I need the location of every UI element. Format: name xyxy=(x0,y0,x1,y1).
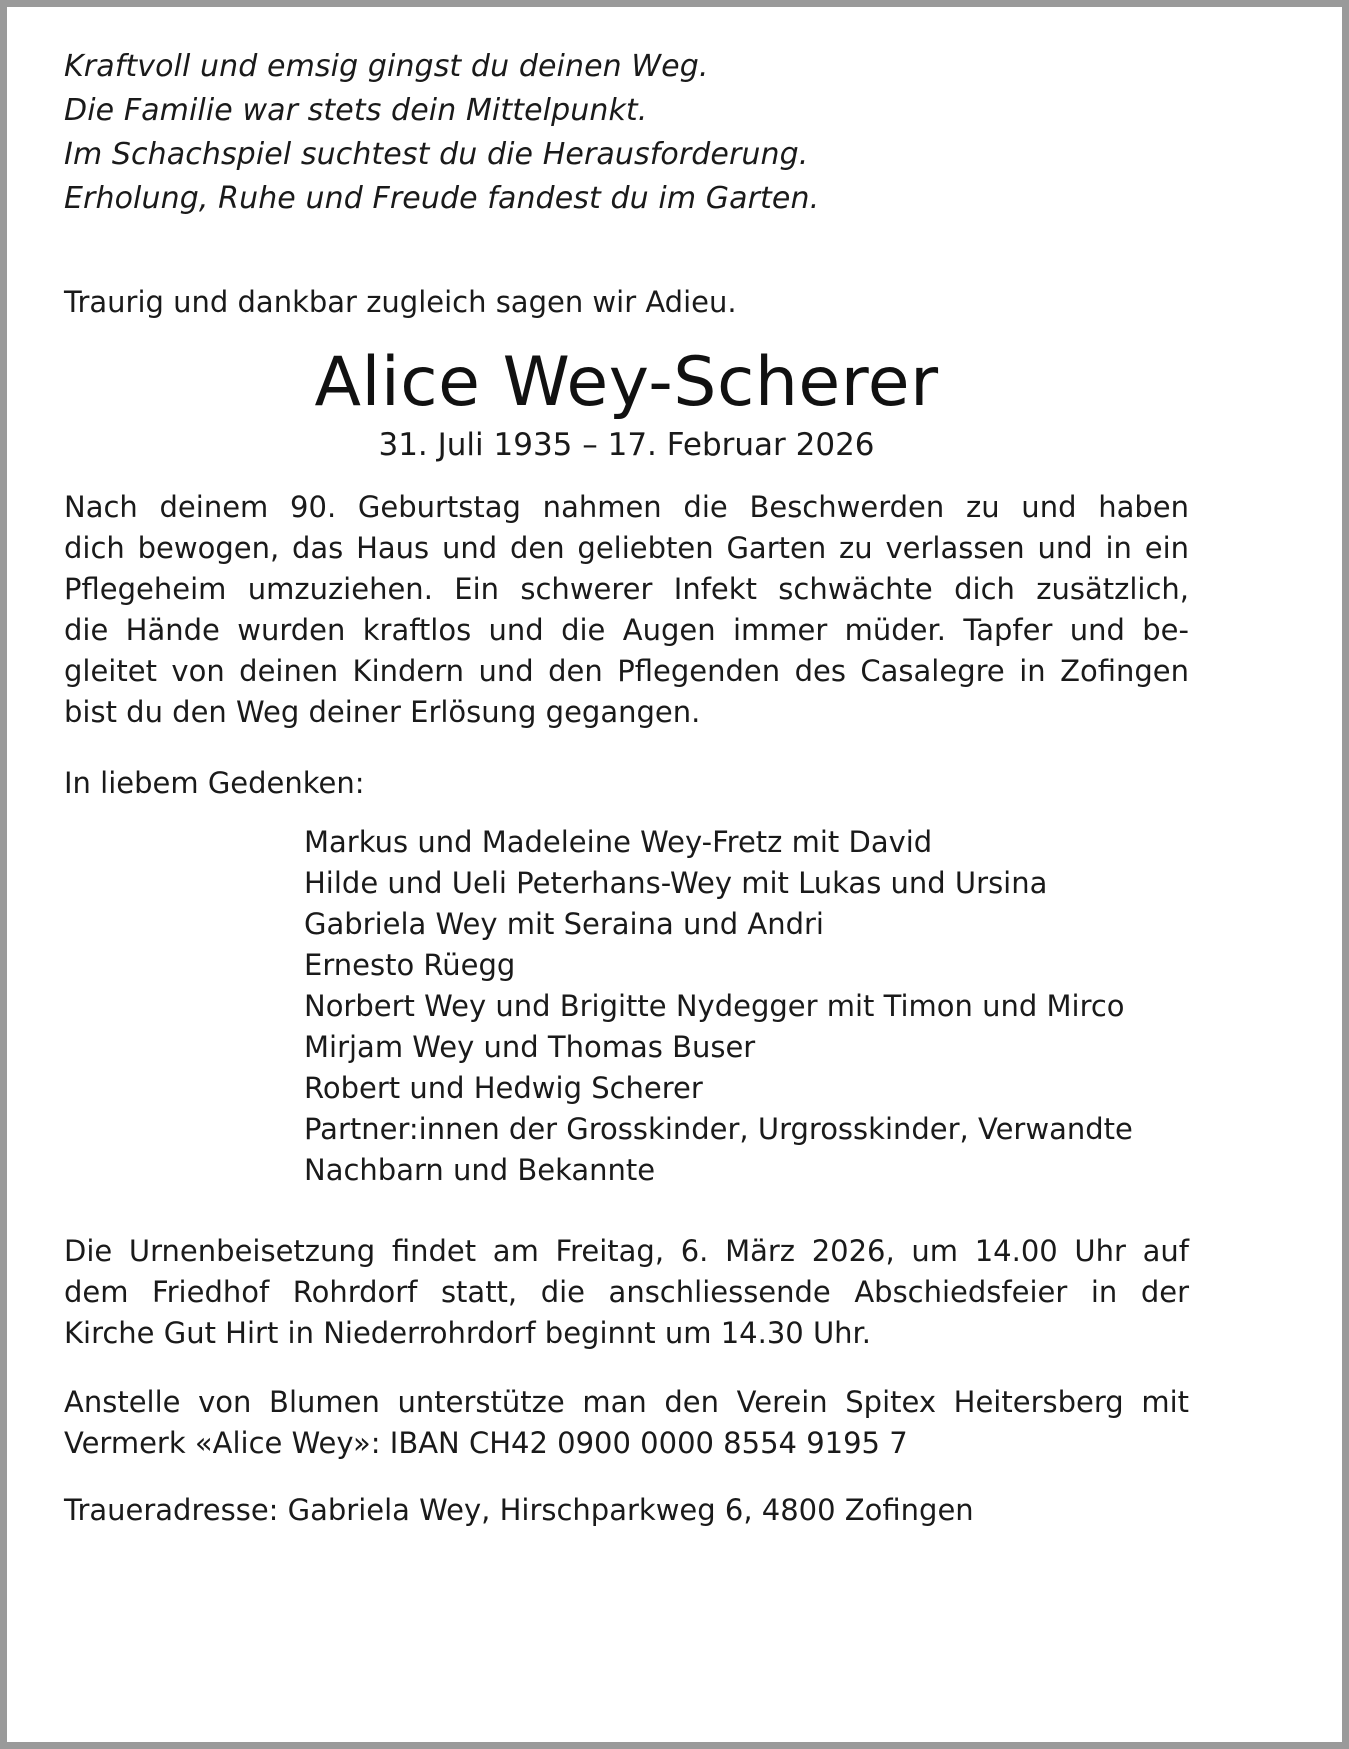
verse-line: Die Familie war stets dein Mittelpunkt. xyxy=(64,93,648,128)
mourning-address: Traueradresse: Gabriela Wey, Hirschparkweg 6, 4800 Zofingen xyxy=(64,1493,974,1527)
list-item: Ernesto Rüegg xyxy=(304,948,516,982)
funeral-line: Die Urnenbeisetzung findet am Freitag, 6. März 2026, um 14.00 Uhr auf xyxy=(64,1234,1189,1268)
verse-block xyxy=(64,45,1189,221)
donation-line: Vermerk «Alice Wey»: IBAN CH42 0900 0000 8554 9195 7 xyxy=(64,1426,908,1460)
main-paragraph-line: gleitet von deinen Kindern und den Pflegenden des Casalegre in Zofingen xyxy=(64,654,1189,688)
list-item: Robert und Hedwig Scherer xyxy=(304,1071,703,1105)
main-paragraph-line: bist du den Weg deiner Erlösung gegangen. xyxy=(64,695,701,729)
list-item: Hilde und Ueli Peterhans-Wey mit Lukas und Ursina xyxy=(304,866,1048,900)
main-paragraph-line: Pflegeheim umzuziehen. Ein schwerer Infekt schwächte dich zusätzlich, xyxy=(64,572,1189,606)
main-paragraph xyxy=(64,487,1189,733)
main-paragraph-line: die Hände wurden kraftlos und die Augen immer müder. Tapfer und be- xyxy=(64,613,1189,647)
donation-paragraph xyxy=(64,1382,1189,1464)
remembrance-heading: In liebem Gedenken: xyxy=(64,766,365,800)
list-item: Mirjam Wey und Thomas Buser xyxy=(304,1030,756,1064)
main-paragraph-line: dich bewogen, das Haus und den geliebten Garten zu verlassen und in ein xyxy=(64,531,1189,565)
notice-content xyxy=(64,45,1189,1531)
list-item: Markus und Madeleine Wey-Fretz mit David xyxy=(304,825,933,859)
main-paragraph-line: Nach deinem 90. Geburtstag nahmen die Beschwerden zu und haben xyxy=(64,490,1189,524)
list-item: Norbert Wey und Brigitte Nydegger mit Timon und Mirco xyxy=(304,989,1125,1023)
verse-line: Kraftvoll und emsig gingst du deinen Weg. xyxy=(64,49,709,84)
list-item: Partner:innen der Grosskinder, Urgrosskinder, Verwandte xyxy=(304,1112,1133,1146)
funeral-line: Kirche Gut Hirt in Niederrohrdorf beginnt um 14.30 Uhr. xyxy=(64,1316,872,1350)
list-item: Gabriela Wey mit Seraina und Andri xyxy=(304,907,824,941)
verse-line: Erholung, Ruhe und Freude fandest du im Garten. xyxy=(64,181,820,216)
farewell-lead-line: Traurig und dankbar zugleich sagen wir Adieu. xyxy=(64,285,737,319)
verse-line: Im Schachspiel suchtest du die Herausforderung. xyxy=(64,137,809,172)
funeral-details-paragraph xyxy=(64,1231,1189,1354)
donation-line: Anstelle von Blumen unterstütze man den Verein Spitex Heitersberg mit xyxy=(64,1385,1189,1419)
deceased-name: Alice Wey-Scherer xyxy=(314,343,939,422)
family-names-list xyxy=(64,822,1189,1191)
list-item: Nachbarn und Bekannte xyxy=(304,1153,656,1187)
life-dates: 31. Juli 1935 – 17. Februar 2026 xyxy=(378,427,875,463)
funeral-line: dem Friedhof Rohrdorf statt, die anschliessende Abschiedsfeier in der xyxy=(64,1275,1189,1309)
